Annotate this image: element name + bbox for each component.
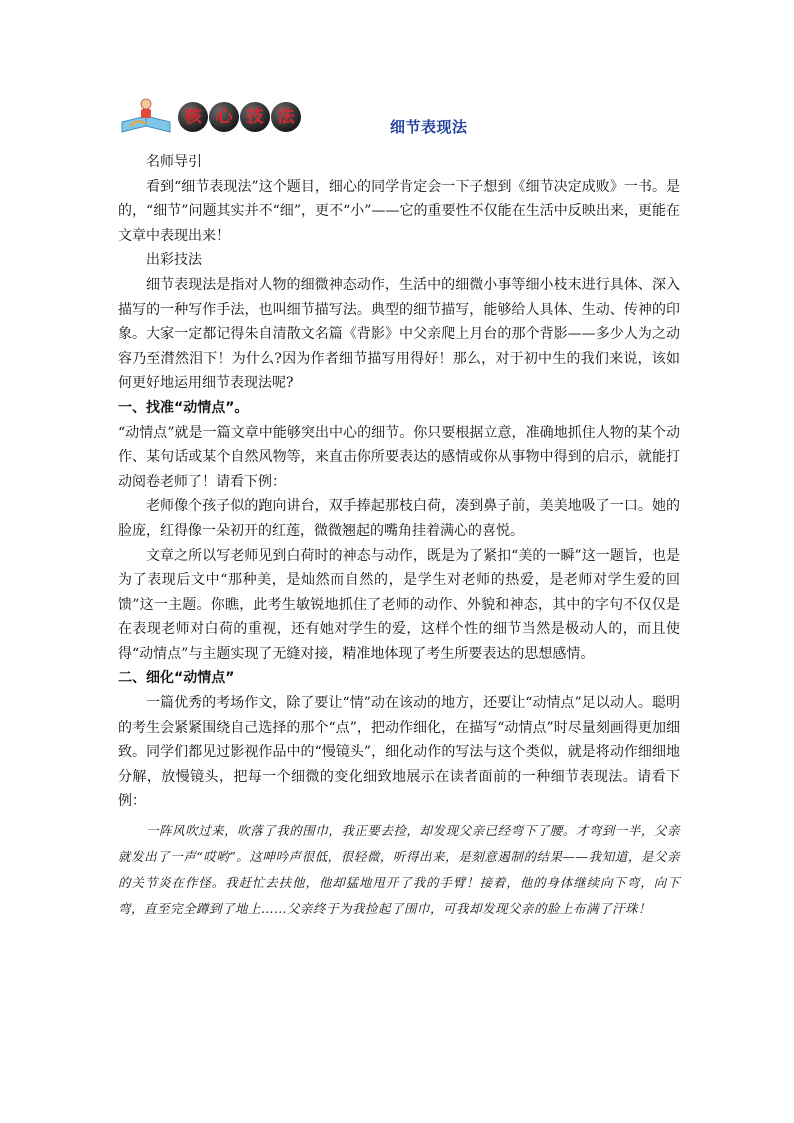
example-2: 一阵风吹过来，吹落了我的围巾，我正要去捡，却发现父亲已经弯下了腰。才弯到一半，父亲就发出了一声“哎哟”。这呻吟声很低，很轻微，听得出来，是刻意遏制的结果——我知道，是父亲的关节炎在作怪。我赶忙去扶他，他却猛地甩开了我的手臂！接着，他的身体继续向下弯，向下弯，直至完全蹲到了地上……父亲终于为我捡起了围巾，可我却发现父亲的脸上布满了汗珠！ — [118, 823, 680, 917]
section-2-paragraph: 一篇优秀的考场作文，除了要让“情”动在该动的地方，还要让“动情点”足以动人。聪明的考生会紧紧围绕自己选择的那个“点”，把动作细化，在描写“动情点”时尽量刻画得更加细致。同学们都见过影视作品中的“慢镜头”，细化动作的写法与这个类似，就是将动作细细地分解，放慢镜头，把每一个细微的变化细致地展示在读者面前的一种细节表现法。请看下例： — [118, 695, 680, 810]
article-body — [118, 150, 680, 922]
badge-4: 法 — [271, 102, 301, 132]
badge-3: 技 — [240, 102, 270, 132]
example-1: 老师像个孩子似的跑向讲台，双手捧起那枝白荷，凑到鼻子前，美美地吸了一口。她的脸庞，红得像一朵初开的红莲，微微翘起的嘴角挂着满心的喜悦。 — [118, 498, 680, 539]
method-paragraph: 细节表现法是指对人物的细微神态动作，生活中的细微小事等细小枝末进行具体、深入描写的一种写作手法，也叫细节描写法。典型的细节描写，能够给人具体、生动、传神的印象。大家一定都记得朱自清散文名篇《背影》中父亲爬上月台的那个背影——多少人为之动容乃至潸然泪下！为什么?因为作者细节描写用得好！那么，对于初中生的我们来说，该如何更好地运用细节表现法呢? — [118, 276, 680, 392]
header — [118, 96, 678, 140]
guide-heading: 名师导引 — [146, 154, 202, 170]
method-heading: 出彩技法 — [146, 252, 202, 269]
page-title: 细节表现法 — [390, 118, 468, 136]
section-heading-2: 二、细化“动情点” — [118, 670, 235, 687]
section-1-paragraph: “动情点”就是一篇文章中能够突出中心的细节。你只要根据立意，准确地抓住人物的某个动作、某句话或某个自然风物等，来直击你所要表达的感情或你从事物中得到的启示，就能打动阅卷老师了！请看下例： — [118, 424, 680, 490]
badge-1: 核 — [178, 102, 208, 132]
analysis-1: 文章之所以写老师见到白荷时的神态与动作，既是为了紧扣“美的一瞬”这一题旨，也是为了表现后文中“那种美，是灿然而自然的，是学生对老师的热爱，是老师对学生爱的回馈”这一主题。你瞧，此考生敏锐地抓住了老师的动作、外貌和神态，其中的字句不仅仅是在表现老师对白荷的重视，还有她对学生的爱，这样个性的细节当然是极动人的，而且使得“动情点”与主题实现了无缝对接，精准地体现了考生所要表达的思想感情。 — [118, 547, 680, 662]
section-heading-1: 一、找准“动情点”。 — [118, 399, 249, 416]
badge-2: 心 — [209, 102, 239, 132]
guide-paragraph: 看到“细节表现法”这个题目，细心的同学肯定会一下子想到《细节决定成败》一书。是的，“细节”问题其实并不“细”，更不“小”——它的重要性不仅能在生活中反映出来，更能在文章中表现出来！ — [118, 178, 680, 244]
